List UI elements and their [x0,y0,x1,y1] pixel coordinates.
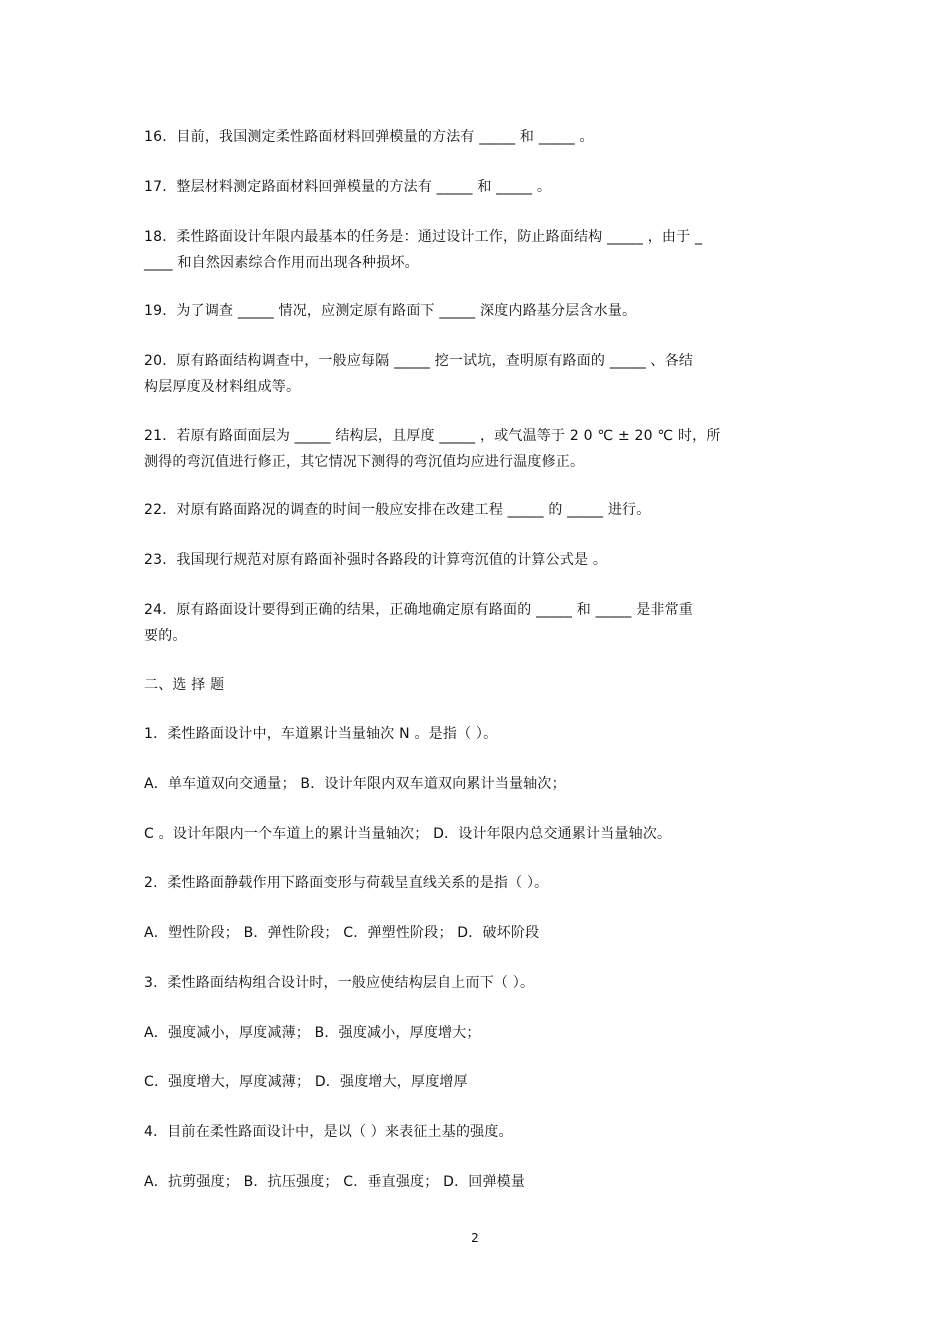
choice-question-4: 4．目前在柔性路面设计中，是以（ ）来表征土基的强度。 [144,1124,513,1140]
question-19: 19．为了调查 _____ 情况，应测定原有路面下 _____ 深度内路基分层含水量。 [144,303,637,319]
question-22: 22．对原有路面路况的调查的时间一般应安排在改建工程 _____ 的 _____ 进行。 [144,502,651,518]
section-heading: 二、选 择 题 [144,677,225,693]
question-20-line-2: 构层厚度及材料组成等。 [144,379,301,395]
page-number: 2 [471,1231,479,1245]
question-21-line-2: 测得的弯沉值进行修正，其它情况下测得的弯沉值均应进行温度修正。 [144,454,585,470]
choice-3-options-ab: A．强度减小，厚度减薄； B．强度减小，厚度增大； [144,1025,481,1041]
question-18-line-2: ____ 和自然因素综合作用而出现各种损坏。 [144,255,419,271]
choice-question-3: 3．柔性路面结构组合设计时，一般应使结构层自上而下（ ）。 [144,975,535,991]
choice-question-2: 2．柔性路面静载作用下路面变形与荷载呈直线关系的是指（ ）。 [144,875,549,891]
question-24-line-1: 24．原有路面设计要得到正确的结果，正确地确定原有路面的 _____ 和 _____ 是非常重 [144,602,694,618]
choice-2-options: A．塑性阶段； B．弹性阶段； C．弹塑性阶段； D．破坏阶段 [144,925,540,941]
question-18-line-1: 18．柔性路面设计年限内最基本的任务是：通过设计工作，防止路面结构 _____ ，由于 _ [144,229,703,245]
choice-3-options-cd: C．强度增大，厚度减薄； D．强度增大，厚度增厚 [144,1074,468,1090]
choice-1-options-ab: A．单车道双向交通量； B．设计年限内双车道双向累计当量轴次； [144,776,566,792]
choice-question-1: 1．柔性路面设计中，车道累计当量轴次 N 。是指（ ）。 [144,726,498,742]
question-24-line-2: 要的。 [144,628,187,644]
question-17: 17．整层材料测定路面材料回弹模量的方法有 _____ 和 _____ 。 [144,179,552,195]
question-16: 16．目前，我国测定柔性路面材料回弹模量的方法有 _____ 和 _____ 。 [144,129,594,145]
choice-4-options: A．抗剪强度； B．抗压强度； C．垂直强度； D．回弹模量 [144,1174,526,1190]
question-20-line-1: 20．原有路面结构调查中，一般应每隔 _____ 挖一试坑，查明原有路面的 _____ 、各结 [144,353,694,369]
question-23: 23．我国现行规范对原有路面补强时各路段的计算弯沉值的计算公式是 。 [144,552,608,568]
choice-1-options-cd: C 。设计年限内一个车道上的累计当量轴次； D．设计年限内总交通累计当量轴次。 [144,826,672,842]
question-21-line-1: 21．若原有路面面层为 _____ 结构层，且厚度 _____ ，或气温等于 2 0 ℃ ± 20 ℃ 时，所 [144,428,721,444]
